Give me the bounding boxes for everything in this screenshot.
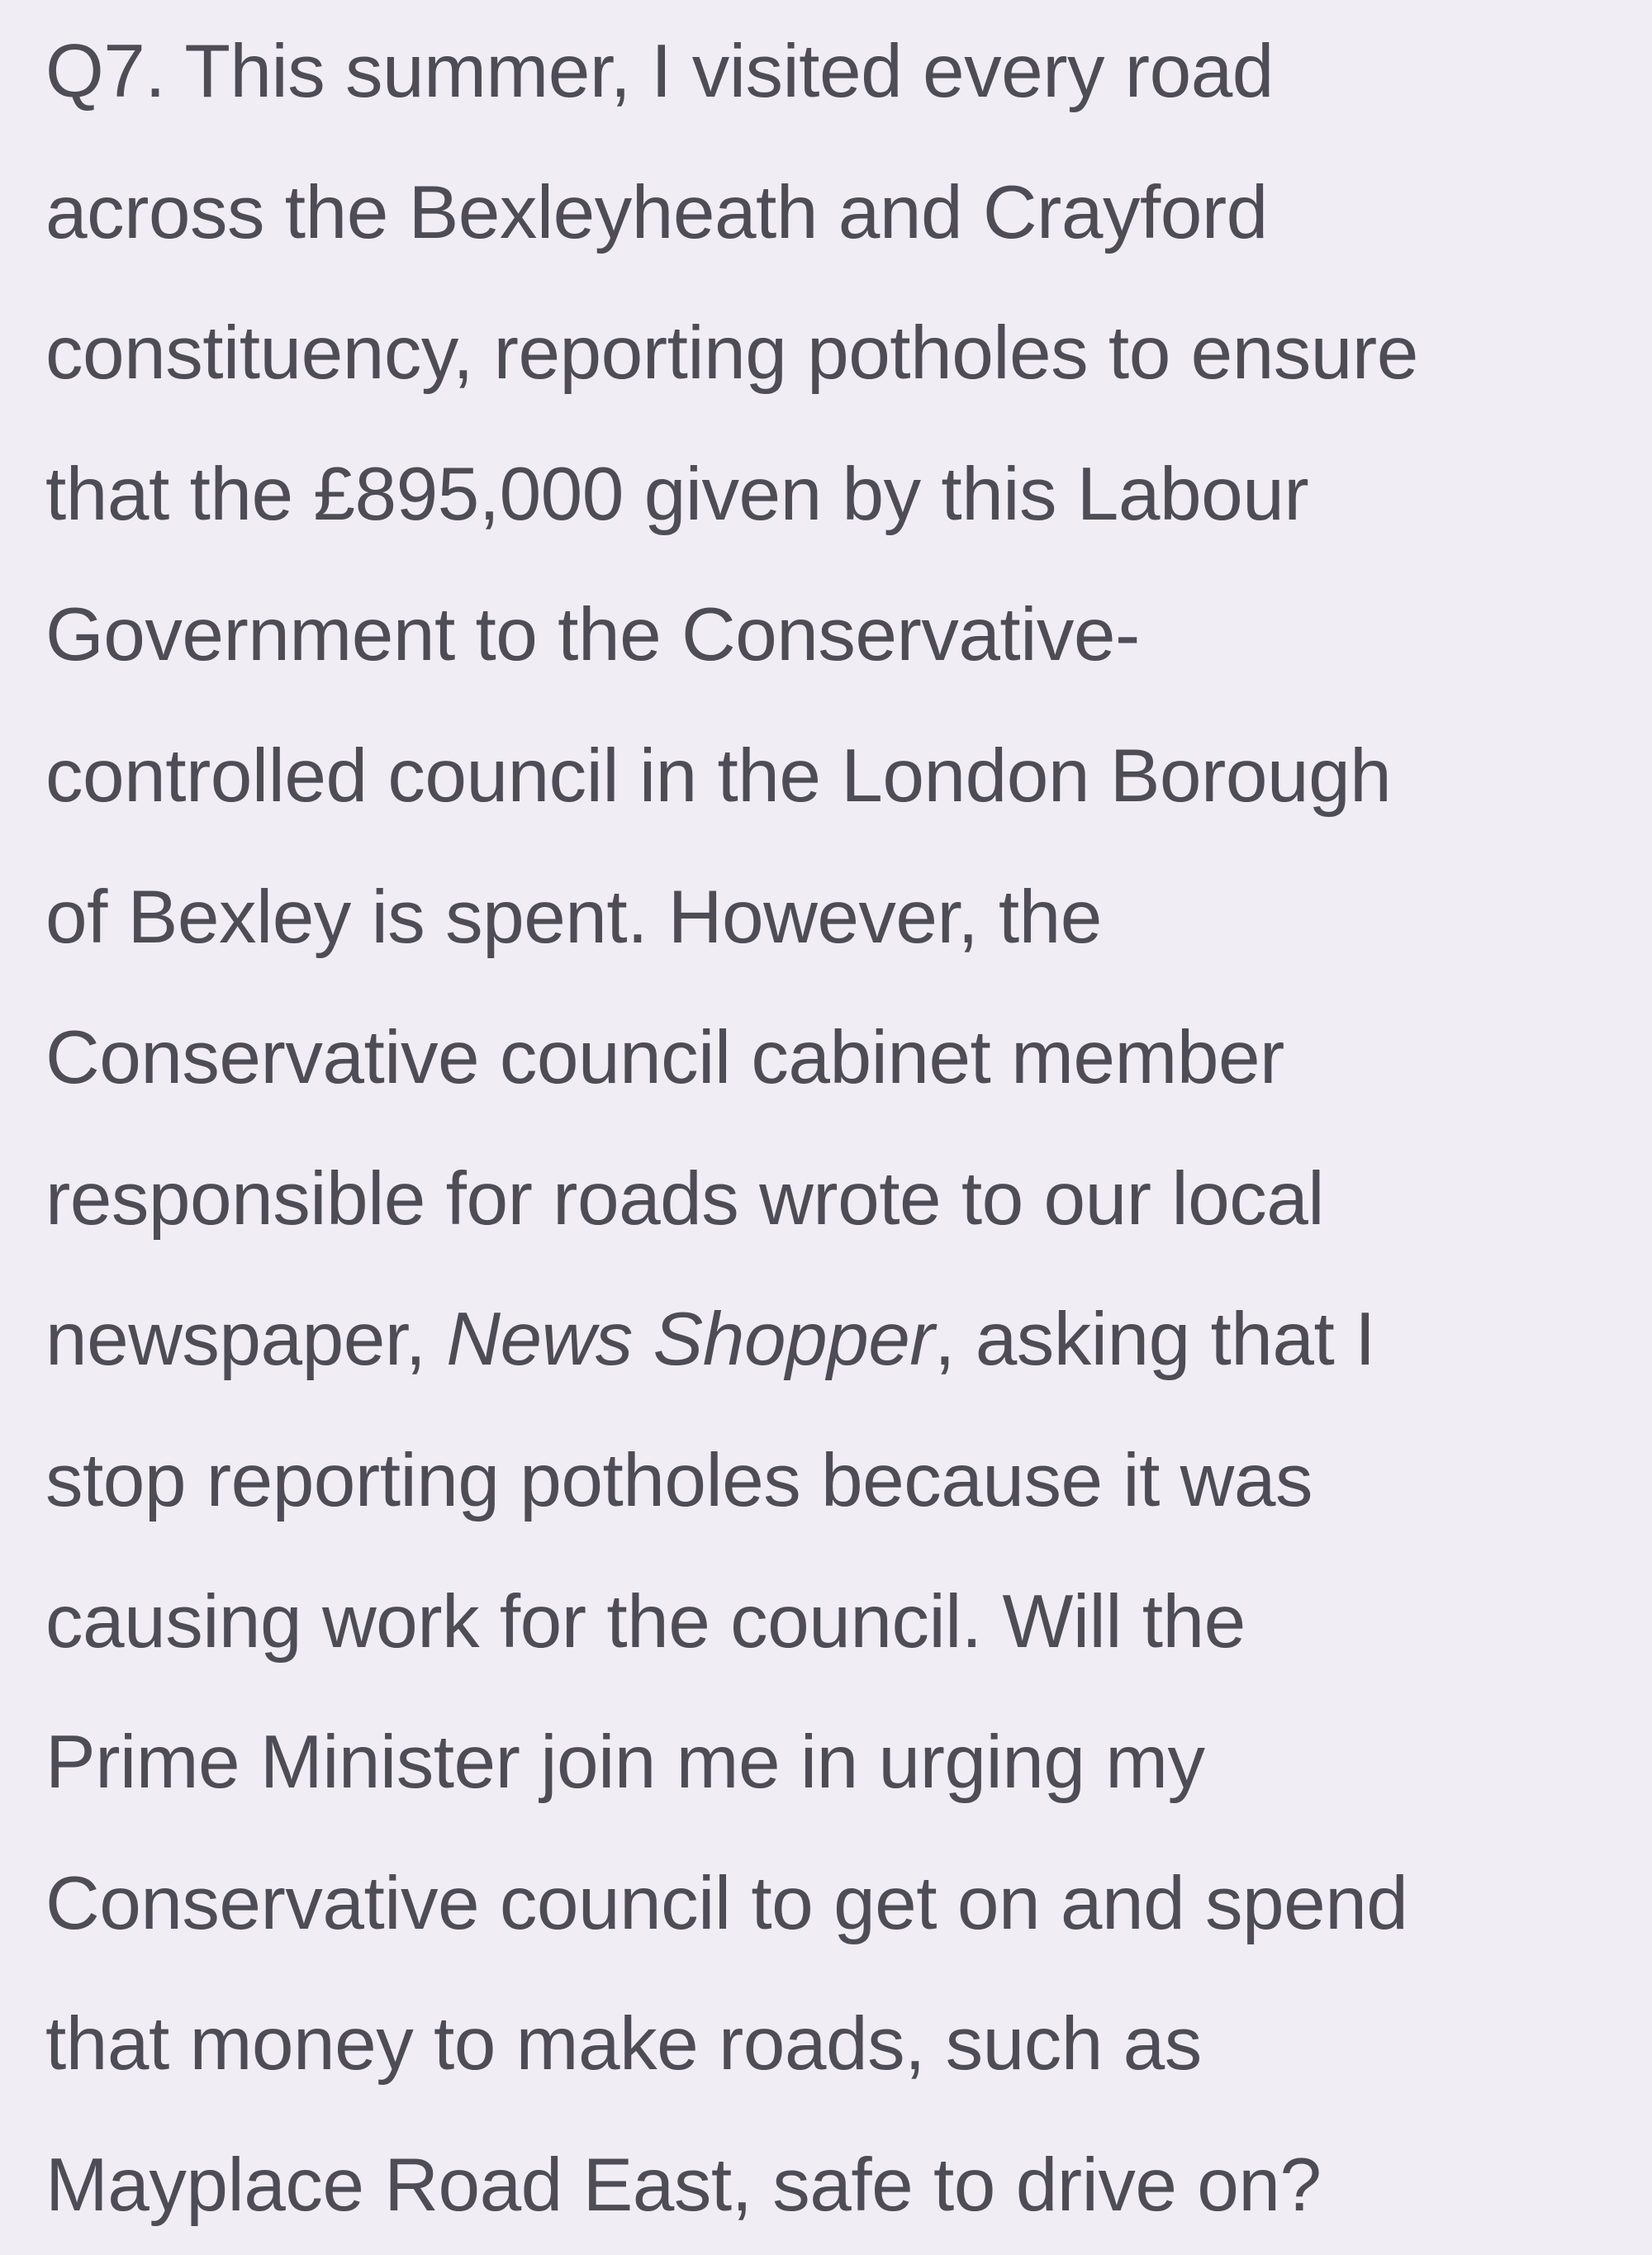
question-paragraph <box>45 0 1652 2255</box>
text-line: Q7. This summer, I visited every road <box>45 30 1274 113</box>
text-line: that the £895,000 given by this Labour <box>45 452 1309 536</box>
text-line: causing work for the council. Will the <box>45 1579 1246 1664</box>
text-line: stop reporting potholes because it was <box>45 1438 1313 1522</box>
text-line: Conservative council to get on and spend <box>45 1861 1408 1945</box>
text-line: across the Bexleyheath and Crayford <box>45 170 1268 254</box>
text-line: Mayplace Road East, safe to drive on? <box>45 2143 1322 2227</box>
text-line: Prime Minister join me in urging my <box>45 1721 1205 1805</box>
text-line: controlled council in the London Borough <box>45 733 1392 818</box>
text-line: of Bexley is spent. However, the <box>45 875 1102 959</box>
text-segment: , asking that I <box>934 1298 1375 1382</box>
text-segment: newspaper, <box>45 1298 447 1382</box>
text-line: responsible for roads wrote to our local <box>45 1156 1325 1241</box>
text-line: constituency, reporting potholes to ensure <box>45 311 1418 396</box>
text-line: Conservative council cabinet member <box>45 1016 1284 1100</box>
newspaper-name-italic: News Shopper <box>446 1298 935 1382</box>
text-line: that money to make roads, such as <box>45 2002 1202 2086</box>
text-line-with-italic <box>45 1270 1652 1411</box>
text-line: Government to the Conservative- <box>45 593 1140 677</box>
